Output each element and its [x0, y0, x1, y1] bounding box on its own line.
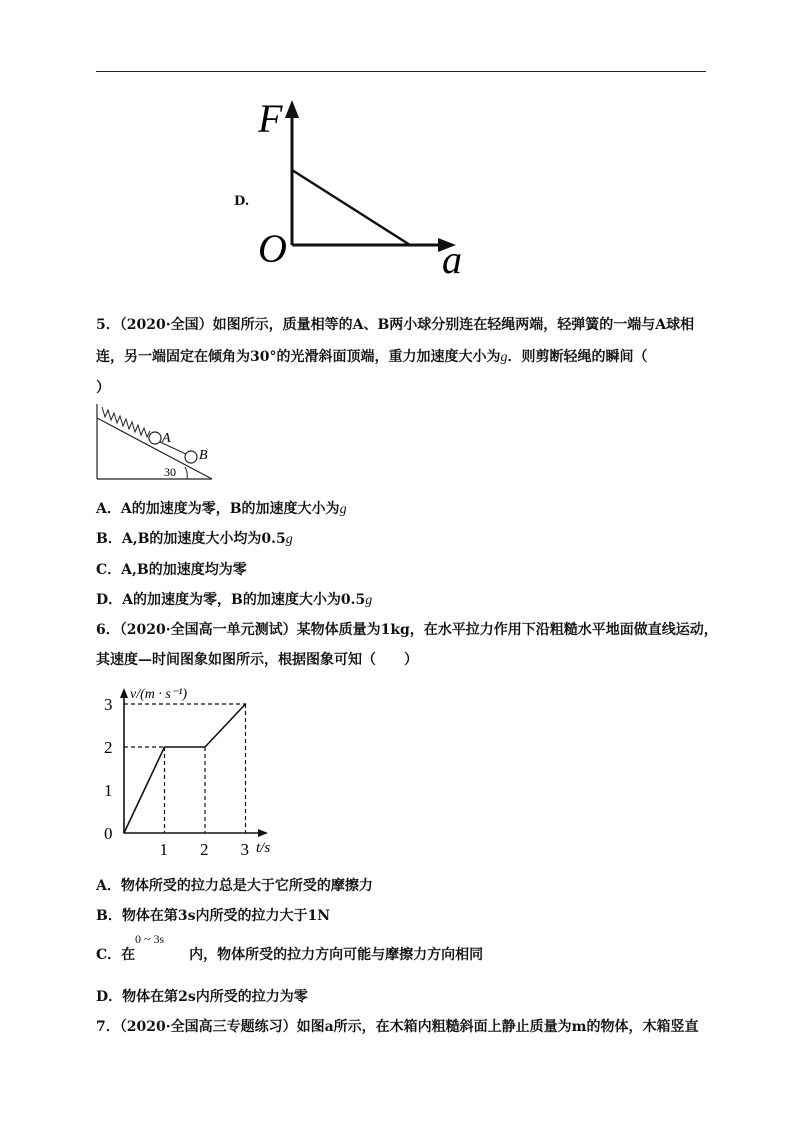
q5-angle-label: 30 [164, 465, 176, 479]
vt-x-tick-label: 3 [240, 840, 249, 859]
q5-option-a: A．A的加速度为零，B的加速度大小为g [96, 501, 347, 517]
vt-x-label: t/s [256, 840, 271, 856]
vt-x-tick-label: 1 [159, 840, 168, 859]
q6-line-1: 6．（2020·全国高一单元测试）某物体质量为1kg，在水平拉力作用下沿粗糙水平地面做直线运动， [96, 622, 718, 638]
q4-x-axis-label: a [442, 237, 462, 282]
vt-y-label: v/(m · s⁻¹) [130, 687, 188, 702]
page-header-rule [96, 71, 706, 72]
q5-ball-a [149, 432, 161, 444]
q5-incline [97, 418, 212, 479]
q7-line-1: 7．（2020·全国高三专题练习）如图a所示，在木箱内粗糙斜面上静止质量为m的物体，木箱竖直 [96, 1019, 699, 1035]
vt-x-tick-label: 2 [200, 840, 209, 859]
q6-option-c-interval: 0 ~ 3s [135, 932, 165, 946]
q6-option-a: A．物体所受的拉力总是大于它所受的摩擦力 [96, 878, 373, 894]
q4-y-arrow-icon [285, 100, 299, 118]
q4-f-a-graph [250, 90, 480, 290]
q5-option-b: B．A,B的加速度大小均为0.5g [96, 531, 293, 547]
q5-label-b: B [199, 448, 208, 463]
vt-y-tick-label: 3 [104, 695, 113, 714]
q5-line-1: 5．（2020·全国）如图所示，质量相等的A、B两小球分别连在轻绳两端，轻弹簧的一端与A球相 [96, 317, 695, 333]
q4-origin-label: O [258, 226, 287, 271]
q5-line-2: 连，另一端固定在倾角为30°的光滑斜面顶端，重力加速度大小为g．则剪断轻绳的瞬间（ [96, 349, 648, 365]
vt-y-arrow-icon [120, 688, 128, 698]
vt-x-arrow-icon [258, 829, 268, 837]
q5-line-3: ） [96, 380, 110, 396]
q5-ball-b [185, 451, 197, 463]
q5-spring [102, 407, 150, 437]
q5-label-a: A [162, 431, 171, 446]
q6-line-2: 其速度—时间图象如图所示，根据图象可知（ ） [96, 652, 418, 668]
vt-y-tick-label: 2 [104, 738, 113, 757]
q4-graph-line [292, 170, 410, 245]
vt-series-line [124, 704, 246, 833]
vt-y-tick-label: 1 [104, 781, 113, 800]
q5-angle-arc [185, 467, 187, 479]
q6-option-d: D．物体在第2s内所受的拉力为零 [96, 989, 308, 1005]
q4-y-axis-label: F [258, 96, 283, 141]
q6-vt-chart [96, 680, 286, 860]
q6-option-c: C．在 内，物体所受的拉力方向可能与摩擦力方向相同 [96, 947, 484, 963]
vt-y-tick-label: 0 [104, 824, 113, 843]
q6-option-b: B．物体在第3s内所受的拉力大于1N [96, 908, 330, 924]
q4-option-d-label: D. [234, 194, 250, 209]
q5-incline-figure [94, 402, 216, 482]
q5-option-c: C．A,B的加速度均为零 [96, 562, 247, 578]
q5-option-d: D．A的加速度为零，B的加速度大小为0.5g [96, 592, 373, 608]
